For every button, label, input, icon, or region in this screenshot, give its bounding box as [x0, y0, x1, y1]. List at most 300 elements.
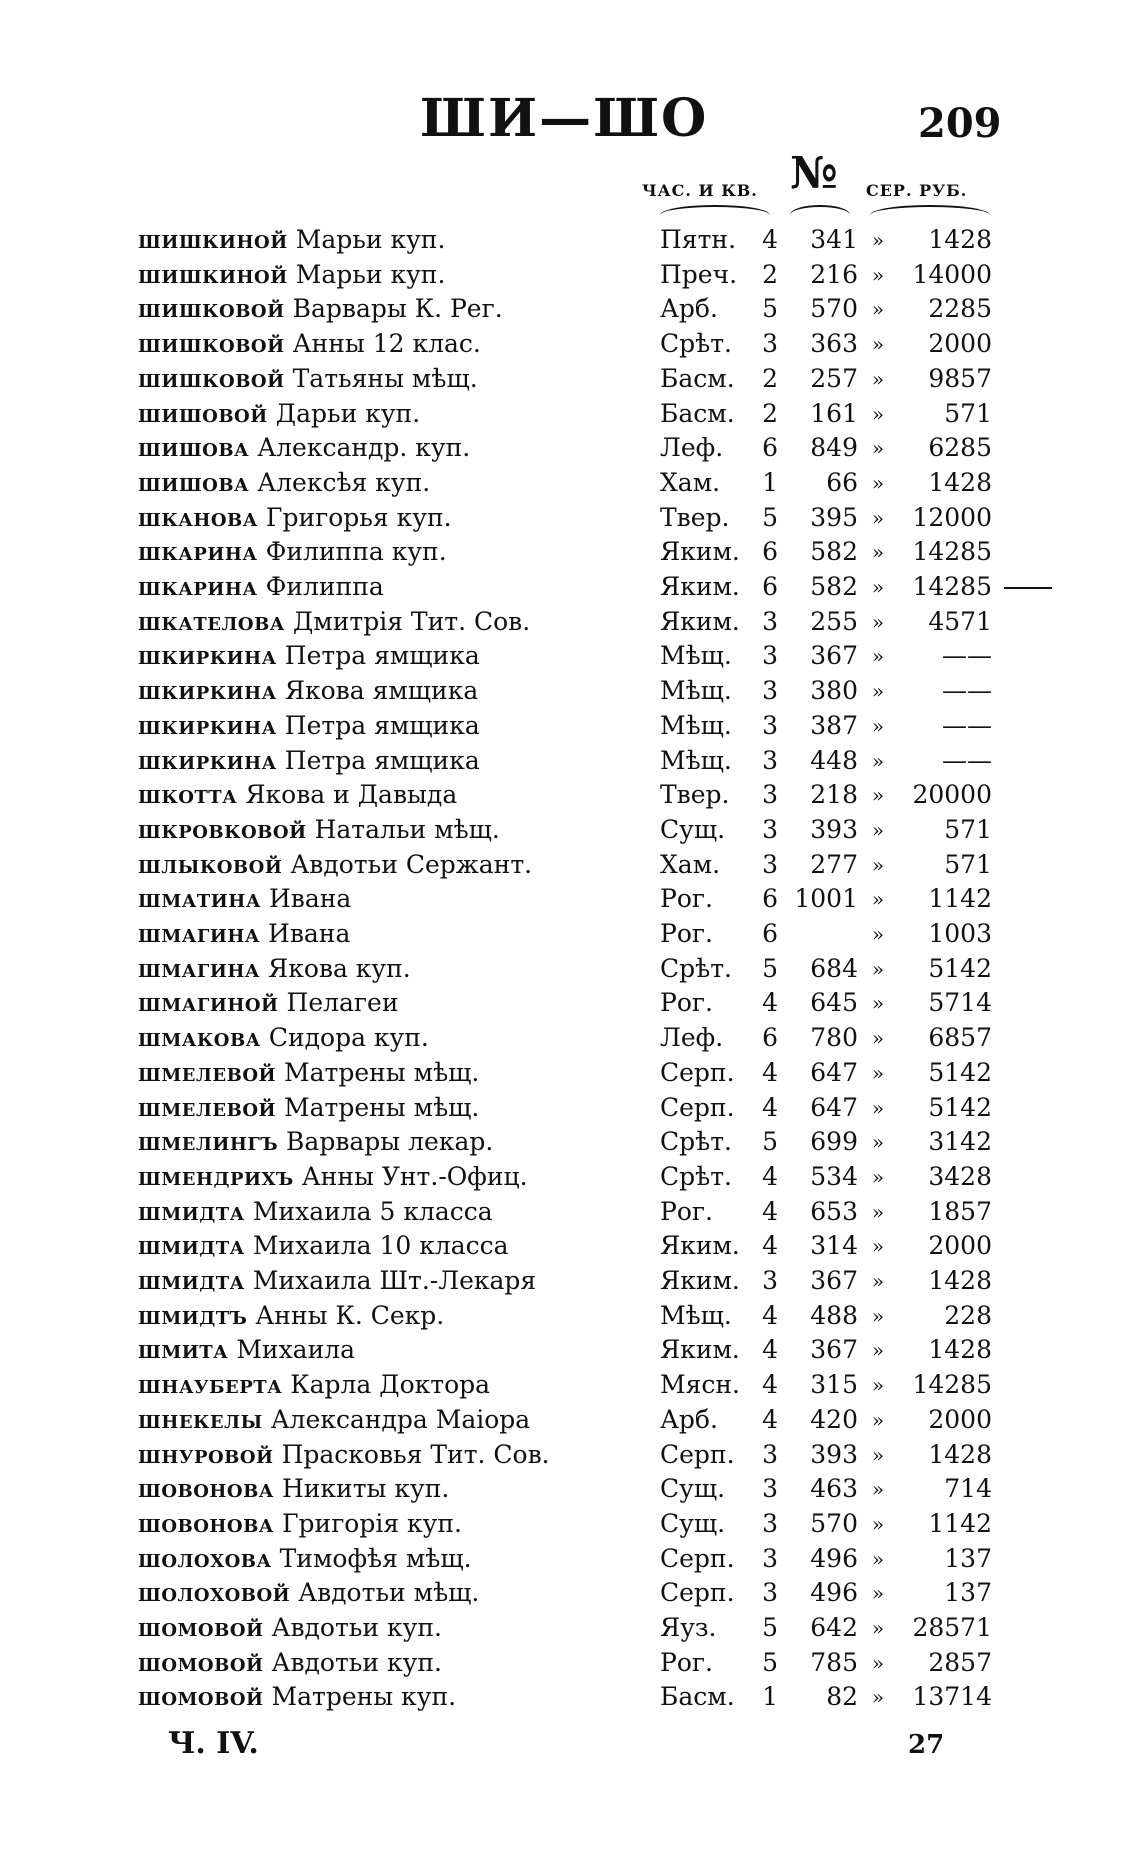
entry-part: 1	[762, 467, 778, 497]
entry-description: Михаила 10 класса	[252, 1231, 509, 1261]
entry-price: 571	[944, 814, 992, 844]
entry-number: 699	[810, 1127, 858, 1157]
entry-price: 1003	[928, 919, 992, 948]
entry-mark: »	[871, 922, 885, 946]
entry-mark: »	[871, 505, 885, 530]
entry-name	[138, 1125, 493, 1159]
entry-name	[138, 1091, 479, 1125]
entry-name	[138, 1680, 456, 1714]
entry-surname: шмагина	[138, 919, 261, 948]
entry-number: 367	[810, 641, 858, 671]
entry-mark: »	[871, 1511, 885, 1536]
entry-name	[138, 952, 411, 986]
entry-part: 4	[762, 1370, 778, 1400]
brace-number	[790, 205, 850, 217]
list-item	[0, 1438, 1140, 1472]
entry-mark: »	[871, 262, 885, 287]
entry-number: 367	[810, 1335, 858, 1365]
entry-name	[138, 1160, 528, 1194]
entry-price: 14285	[912, 537, 992, 567]
list-item	[0, 813, 1140, 847]
entry-name	[138, 986, 399, 1020]
entry-description: Григорья куп.	[265, 502, 452, 532]
entry-surname: шишова	[138, 433, 250, 463]
list-item	[0, 1403, 1140, 1437]
entry-name	[138, 1611, 442, 1645]
entry-mark: »	[871, 1199, 885, 1224]
entry-surname: шкиркина	[138, 641, 277, 671]
entry-mark: »	[871, 1546, 885, 1571]
entry-quarter: Серп.	[660, 1057, 735, 1087]
entry-quarter: Яким.	[660, 1266, 740, 1295]
entry-part: 4	[762, 1092, 778, 1122]
entry-description: Григорія куп.	[281, 1508, 462, 1538]
entry-quarter: Сущ.	[660, 1474, 726, 1504]
entry-quarter: Рог.	[660, 1647, 713, 1677]
entry-mark: »	[871, 1234, 885, 1259]
brace-price	[870, 205, 990, 217]
entry-surname: шмелевой	[138, 1092, 277, 1122]
entry-description: Матрены мѣщ.	[284, 1092, 480, 1122]
entry-name	[138, 778, 457, 812]
entry-mark: »	[871, 228, 885, 252]
list-item	[0, 1611, 1140, 1645]
entry-price: 3428	[928, 1161, 992, 1191]
entry-mark: »	[871, 1026, 885, 1051]
entry-quarter: Яким.	[660, 572, 740, 601]
entry-surname: шкровковой	[138, 814, 307, 844]
entry-price: 2285	[928, 294, 992, 324]
entry-description: Михаила	[236, 1335, 356, 1365]
entry-number: 582	[810, 537, 858, 567]
signature-mark: 27	[908, 1730, 945, 1760]
entry-mark: »	[871, 1269, 885, 1293]
entry-mark: »	[871, 1095, 885, 1120]
entry-price: 20000	[912, 780, 992, 810]
entry-price: ——	[942, 710, 992, 740]
entry-description: Никиты куп.	[281, 1474, 450, 1504]
entry-part: 5	[762, 1647, 778, 1677]
entry-part: 5	[762, 1127, 778, 1157]
entry-quarter: Твер.	[660, 780, 730, 810]
entry-name	[138, 917, 350, 951]
entry-description: Авдотьи куп.	[271, 1613, 442, 1642]
list-item	[0, 1680, 1140, 1714]
entry-mark: »	[871, 332, 885, 357]
entry-part: 1	[762, 1682, 778, 1712]
entry-part: 5	[762, 1613, 778, 1642]
entry-description: Матрены куп.	[271, 1682, 457, 1712]
entry-surname: шишова	[138, 467, 250, 497]
entry-part: 5	[762, 294, 778, 324]
entry-price: 571	[944, 849, 992, 879]
list-item	[0, 1368, 1140, 1402]
entry-name	[138, 1056, 479, 1090]
entry-surname: шишковой	[138, 294, 285, 324]
entry-surname: шишкиной	[138, 225, 288, 254]
entry-part: 4	[762, 1335, 778, 1365]
running-head: ШИ—ШО	[420, 88, 709, 149]
list-item	[0, 1472, 1140, 1506]
entry-name	[138, 813, 500, 847]
entry-price: 12000	[912, 502, 992, 532]
list-item	[0, 1125, 1140, 1159]
entry-description: Натальи мѣщ.	[314, 814, 500, 844]
entry-mark: »	[871, 1477, 885, 1502]
entry-mark: »	[871, 366, 885, 391]
entry-description: Якова куп.	[268, 953, 411, 983]
entry-surname: шлыковой	[138, 849, 283, 879]
entry-number: 785	[810, 1647, 858, 1677]
entry-surname: шмагиной	[138, 988, 279, 1018]
entry-name	[138, 1507, 462, 1541]
list-item	[0, 778, 1140, 812]
entry-part: 2	[762, 398, 778, 428]
list-item	[0, 570, 1140, 604]
entry-quarter: Хам.	[660, 849, 721, 879]
list-item	[0, 1229, 1140, 1263]
entry-description: Петра ямщика	[284, 710, 480, 740]
entry-name	[138, 1299, 444, 1333]
entry-description: Михаила 5 класса	[252, 1196, 493, 1226]
entry-part: 6	[762, 537, 778, 567]
entry-part: 6	[762, 1023, 778, 1053]
entry-price: ——	[942, 641, 992, 671]
entry-number: 315	[810, 1370, 858, 1400]
entry-mark: »	[871, 748, 885, 773]
list-item	[0, 605, 1140, 639]
entry-name	[138, 1576, 479, 1610]
entry-name	[138, 639, 480, 673]
entry-price: 1428	[928, 467, 992, 497]
entry-quarter: Мѣщ.	[660, 710, 732, 740]
entry-mark: »	[871, 783, 885, 808]
entry-part: 3	[762, 849, 778, 879]
entry-part: 6	[762, 572, 778, 601]
entry-quarter: Яким.	[660, 537, 740, 567]
entry-description: Авдотьи Сержант.	[290, 849, 533, 879]
entry-quarter: Басм.	[660, 1682, 735, 1712]
entry-mark: »	[871, 401, 885, 426]
entry-name	[138, 848, 532, 882]
entry-part: 3	[762, 641, 778, 671]
entry-part: 6	[762, 919, 778, 948]
list-item	[0, 744, 1140, 778]
entry-price: 5142	[928, 953, 992, 983]
entry-price: 5142	[928, 1092, 992, 1122]
entry-number: 420	[810, 1404, 858, 1434]
entry-part: 3	[762, 1543, 778, 1573]
entry-description: Ивана	[268, 884, 352, 914]
entry-quarter: Мѣщ.	[660, 676, 732, 706]
list-item	[0, 397, 1140, 431]
entry-part: 2	[762, 363, 778, 393]
entry-price: ——	[942, 745, 992, 775]
column-header-quarter: ЧАС. И КВ.	[642, 181, 758, 200]
entry-quarter: Срѣт.	[660, 953, 732, 983]
entry-number: 849	[810, 433, 858, 463]
entry-mark: »	[871, 817, 885, 842]
entry-surname: шнекелы	[138, 1404, 263, 1434]
list-item	[0, 709, 1140, 743]
entry-quarter: Срѣт.	[660, 329, 732, 359]
entry-description: Прасковья Тит. Сов.	[281, 1439, 550, 1469]
entry-quarter: Серп.	[660, 1092, 735, 1122]
entry-description: Дмитрія Тит. Сов.	[292, 606, 531, 636]
entry-description: Алексѣя куп.	[257, 467, 431, 497]
entry-part: 3	[762, 329, 778, 359]
list-item	[0, 431, 1140, 465]
entry-mark: »	[871, 956, 885, 981]
list-item	[0, 292, 1140, 326]
entry-name	[138, 570, 384, 604]
entry-part: 3	[762, 1439, 778, 1469]
entry-surname: шишковой	[138, 329, 285, 359]
entry-number: 66	[826, 467, 858, 497]
entry-part: 3	[762, 780, 778, 810]
entry-surname: шнуровой	[138, 1439, 274, 1469]
volume-mark: Ч. IV.	[168, 1726, 259, 1761]
list-item	[0, 1091, 1140, 1125]
entry-quarter: Рог.	[660, 919, 713, 948]
entry-surname: шомовой	[138, 1647, 264, 1677]
entry-description: Матрены мѣщ.	[284, 1057, 480, 1087]
entry-name	[138, 1021, 429, 1055]
entry-price: 1428	[928, 1335, 992, 1365]
entry-number: 780	[810, 1023, 858, 1053]
entry-price: 28571	[912, 1613, 992, 1642]
entry-number: 393	[810, 1439, 858, 1469]
entry-price: 571	[944, 398, 992, 428]
entry-number: 393	[810, 814, 858, 844]
entry-number: 642	[810, 1613, 858, 1642]
entry-quarter: Пятн.	[660, 225, 737, 254]
entry-part: 4	[762, 1196, 778, 1226]
entry-surname: шишовой	[138, 398, 268, 428]
entry-name	[138, 1368, 490, 1402]
entry-name	[138, 605, 530, 639]
entry-part: 3	[762, 1578, 778, 1608]
entry-name	[138, 535, 447, 569]
entry-surname: шкарина	[138, 537, 258, 567]
entry-mark: »	[871, 575, 885, 599]
entry-part: 4	[762, 988, 778, 1018]
entry-part: 4	[762, 1231, 778, 1261]
entry-description: Филиппа	[265, 572, 384, 601]
list-item	[0, 1021, 1140, 1055]
entry-description: Филиппа куп.	[265, 537, 447, 567]
entry-description: Авдотьи мѣщ.	[298, 1578, 480, 1608]
entry-price: 2000	[928, 329, 992, 359]
entry-description: Анны Унт.-Офиц.	[301, 1161, 528, 1191]
list-item	[0, 362, 1140, 396]
entry-surname: шмелевой	[138, 1057, 277, 1087]
entry-name	[138, 501, 452, 535]
entry-surname: шишкиной	[138, 259, 288, 289]
entry-quarter: Срѣт.	[660, 1127, 732, 1157]
entry-price: 228	[944, 1300, 992, 1330]
entry-number: 82	[826, 1682, 858, 1712]
entry-number: 463	[810, 1474, 858, 1504]
list-item	[0, 223, 1140, 257]
entry-price: 13714	[912, 1682, 992, 1712]
list-item	[0, 848, 1140, 882]
entry-price: 137	[944, 1543, 992, 1573]
entry-number: 380	[810, 676, 858, 706]
entry-surname: шкотта	[138, 780, 238, 810]
entry-number: 496	[810, 1543, 858, 1573]
list-item	[0, 1646, 1140, 1680]
list-item	[0, 1056, 1140, 1090]
entry-part: 5	[762, 953, 778, 983]
entry-quarter: Басм.	[660, 363, 735, 393]
entry-part: 3	[762, 606, 778, 636]
entry-part: 3	[762, 1508, 778, 1538]
entry-quarter: Мясн.	[660, 1370, 740, 1400]
entry-part: 3	[762, 676, 778, 706]
entry-mark: »	[871, 1442, 885, 1467]
entry-price: 6285	[928, 433, 992, 463]
entry-mark: »	[871, 1685, 885, 1710]
list-item	[0, 327, 1140, 361]
entry-price: 6857	[928, 1023, 992, 1053]
entry-quarter: Яким.	[660, 1231, 740, 1261]
entry-surname: шовонова	[138, 1508, 274, 1538]
entry-quarter: Твер.	[660, 502, 730, 532]
entry-number: 341	[810, 225, 858, 254]
entry-quarter: Срѣт.	[660, 1161, 732, 1191]
entry-quarter: Сущ.	[660, 814, 726, 844]
entry-part: 6	[762, 433, 778, 463]
entry-price: 2000	[928, 1231, 992, 1261]
entry-quarter: Серп.	[660, 1439, 735, 1469]
entry-number: 161	[810, 398, 858, 428]
entry-number: 367	[810, 1266, 858, 1295]
entry-quarter: Рог.	[660, 884, 713, 914]
entry-number: 218	[810, 780, 858, 810]
entry-number: 570	[810, 1508, 858, 1538]
entry-mark: »	[871, 713, 885, 738]
entry-description: Анны К. Секр.	[255, 1300, 445, 1330]
entry-surname: шкиркина	[138, 710, 277, 740]
entry-description: Анны 12 клас.	[292, 329, 481, 359]
entry-part: 2	[762, 259, 778, 289]
entry-name	[138, 258, 445, 292]
entry-surname: шмидта	[138, 1196, 245, 1226]
entry-part: 3	[762, 814, 778, 844]
entry-part: 4	[762, 225, 778, 254]
list-item	[0, 1264, 1140, 1298]
entry-surname: шмита	[138, 1335, 229, 1365]
entry-description: Пелагеи	[286, 988, 399, 1018]
list-item	[0, 1160, 1140, 1194]
entry-surname: шомовой	[138, 1613, 264, 1642]
entry-surname: шнауберта	[138, 1370, 283, 1400]
entry-surname: шкателова	[138, 606, 285, 636]
entry-quarter: Мѣщ.	[660, 641, 732, 671]
entry-part: 4	[762, 1300, 778, 1330]
entry-surname: шолохова	[138, 1543, 272, 1573]
entry-price: 9857	[928, 363, 992, 393]
entry-description: Варвары К. Рег.	[292, 294, 503, 324]
entry-quarter: Леф.	[660, 1023, 724, 1053]
entry-price: 14285	[912, 572, 992, 601]
entry-quarter: Серп.	[660, 1578, 735, 1608]
entry-surname: шмакова	[138, 1023, 261, 1053]
list-item	[0, 952, 1140, 986]
list-item	[0, 1576, 1140, 1610]
list-item	[0, 1333, 1140, 1367]
entry-surname: шмелингъ	[138, 1127, 279, 1157]
entry-number: 277	[810, 849, 858, 879]
entry-name	[138, 466, 430, 500]
entry-quarter: Хам.	[660, 467, 721, 497]
list-item	[0, 639, 1140, 673]
entry-price: 1428	[928, 1439, 992, 1469]
entry-number: 647	[810, 1057, 858, 1087]
entry-name	[138, 431, 470, 465]
entry-quarter: Басм.	[660, 398, 735, 428]
entry-number: 255	[810, 606, 858, 636]
entry-mark: »	[871, 1338, 885, 1363]
entry-surname: шкиркина	[138, 745, 277, 775]
column-header-number: №	[790, 148, 839, 199]
entry-part: 5	[762, 502, 778, 532]
entry-surname: шкиркина	[138, 676, 277, 706]
entry-part: 3	[762, 745, 778, 775]
entry-mark: »	[871, 1581, 885, 1606]
entry-quarter: Мѣщ.	[660, 745, 732, 775]
entry-description: Петра ямщика	[284, 745, 480, 775]
entry-quarter: Яким.	[660, 606, 740, 636]
entry-mark: »	[871, 609, 885, 634]
list-item	[0, 1507, 1140, 1541]
entry-surname: шолоховой	[138, 1578, 291, 1608]
entry-description: Ивана	[268, 919, 351, 948]
entry-number: 216	[810, 259, 858, 289]
entry-description: Петра ямщика	[284, 641, 480, 671]
entry-number: 496	[810, 1578, 858, 1608]
entry-price: 2857	[928, 1647, 992, 1677]
entry-name	[138, 744, 480, 778]
entry-surname: шмендрихъ	[138, 1161, 294, 1191]
entry-description: Сидора куп.	[268, 1023, 429, 1053]
entry-number: 1001	[794, 884, 858, 914]
list-item	[0, 1195, 1140, 1229]
entry-number: 534	[810, 1161, 858, 1191]
entry-mark: »	[871, 1164, 885, 1189]
entry-price: 1428	[928, 1266, 992, 1295]
entry-surname: шишковой	[138, 363, 285, 393]
brace-quarter	[660, 205, 770, 217]
entry-mark: »	[871, 1303, 885, 1328]
entry-mark: »	[871, 679, 885, 704]
entry-name	[138, 1229, 509, 1263]
entry-part: 4	[762, 1161, 778, 1191]
entry-mark: »	[871, 1650, 885, 1675]
entry-quarter: Сущ.	[660, 1508, 726, 1538]
entry-price: 3142	[928, 1127, 992, 1157]
entry-quarter: Яким.	[660, 1335, 740, 1365]
entry-description: Тимофѣя мѣщ.	[279, 1543, 472, 1573]
entry-number: 653	[810, 1196, 858, 1226]
entry-number: 582	[810, 572, 858, 601]
entry-price: 137	[944, 1578, 992, 1608]
entry-mark: »	[871, 1373, 885, 1398]
entry-name	[138, 1542, 472, 1576]
list-item	[0, 986, 1140, 1020]
entry-mark: »	[871, 297, 885, 322]
